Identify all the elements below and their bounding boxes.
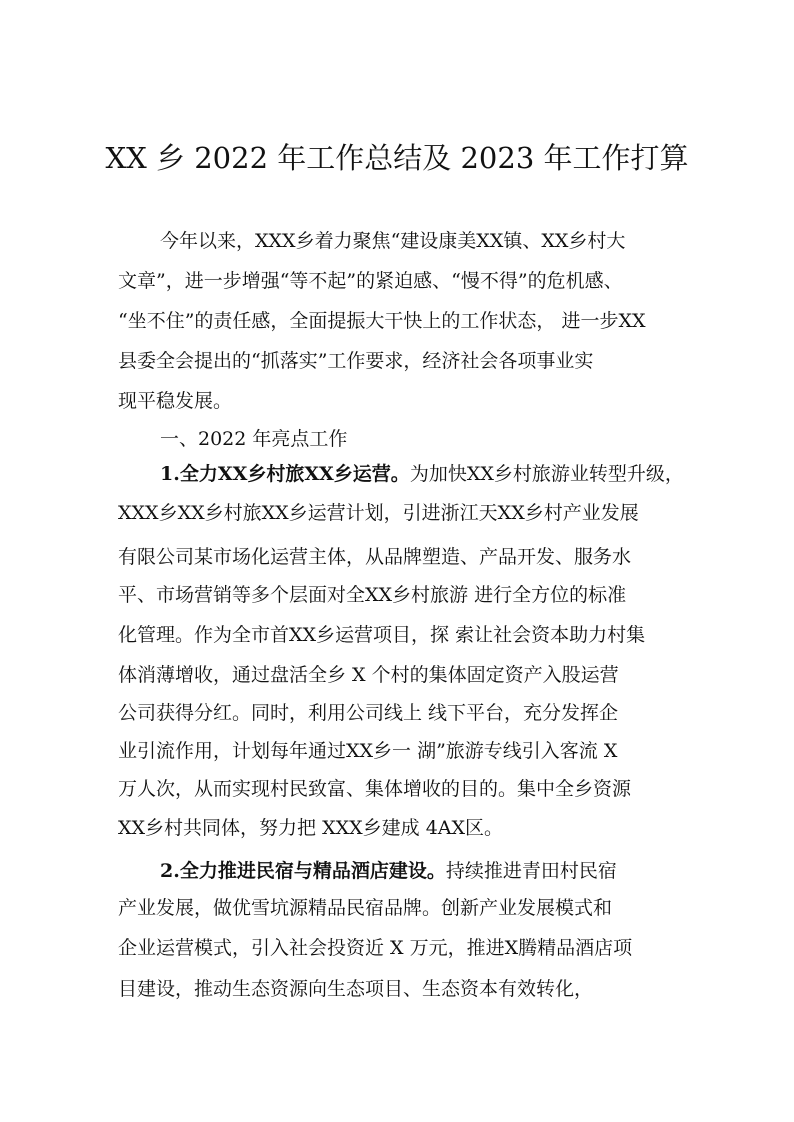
section1-line-7: 业引流作用，计划每年通过XX乡一 湖”旅游专线引入客流 X: [118, 740, 618, 762]
section2-heading: 2.全力推进民宿与精品酒店建设。: [160, 860, 446, 882]
section2-line-3: 目建设，推动生态资源向生态项目、生态资本有效转化，: [118, 978, 594, 1000]
section1-line-1: XXX乡XX乡村旅XX乡运营计划，引进浙江天XX乡村产业发展: [118, 502, 639, 524]
intro-line-5: 现平稳发展。: [118, 390, 233, 412]
section1-line-9: XX乡村共同体，努力把 XXX乡建成 4AX区。: [118, 817, 504, 839]
section2-first-text: 持续推进青田村民宿: [445, 860, 617, 882]
intro-line-2: 文章”，进一步增强“等不起”的紧迫感、“慢不得”的危机感、: [118, 270, 623, 292]
section1-first-line: [160, 461, 684, 487]
intro-line-3: “坐不住”的责任感，全面提振大干快上的工作状态， 进一步XX: [118, 310, 646, 332]
section2-line-2: 企业运营模式，引入社会投资近 X 万元，推进X腾精品酒店项: [118, 937, 633, 959]
section1-first-text: 为加快XX乡村旅游业转型升级，: [409, 463, 684, 485]
section1-line-8: 万人次，从而实现村民致富、集体增收的目的。集中全乡资源: [118, 778, 632, 800]
intro-line-4: 县委全会提出的“抓落实”工作要求，经济社会各项事业实: [118, 350, 594, 372]
section1-heading: 1.全力XX乡村旅XX乡运营。: [160, 463, 410, 485]
section2-first-line: [160, 858, 617, 884]
section1-line-5: 体消薄增收，通过盘活全乡 X 个村的集体固定资产入股运营: [118, 664, 619, 686]
section1-line-4: 化管理。作为全市首XX乡运营项目，探 索让社会资本助力村集: [118, 624, 646, 646]
section1-line-6: 公司获得分红。同时，利用公司线上 线下平台，充分发挥企: [118, 702, 619, 724]
document-title: XX 乡 2022 年工作总结及 2023 年工作打算: [105, 141, 689, 175]
section2-line-1: 产业发展，做优雪坑源精品民宿品牌。创新产业发展模式和: [118, 897, 613, 919]
section1-line-3: 平、市场营销等多个层面对全XX乡村旅游 进行全方位的标准: [118, 584, 627, 606]
section1-line-2: 有限公司某市场化运营主体，从品牌塑造、产品开发、服务水: [118, 546, 632, 568]
intro-line-1: 今年以来，XXX乡着力聚焦“建设康美XX镇、XX乡村大: [160, 230, 626, 252]
section-heading: 一、2022 年亮点工作: [160, 428, 348, 450]
